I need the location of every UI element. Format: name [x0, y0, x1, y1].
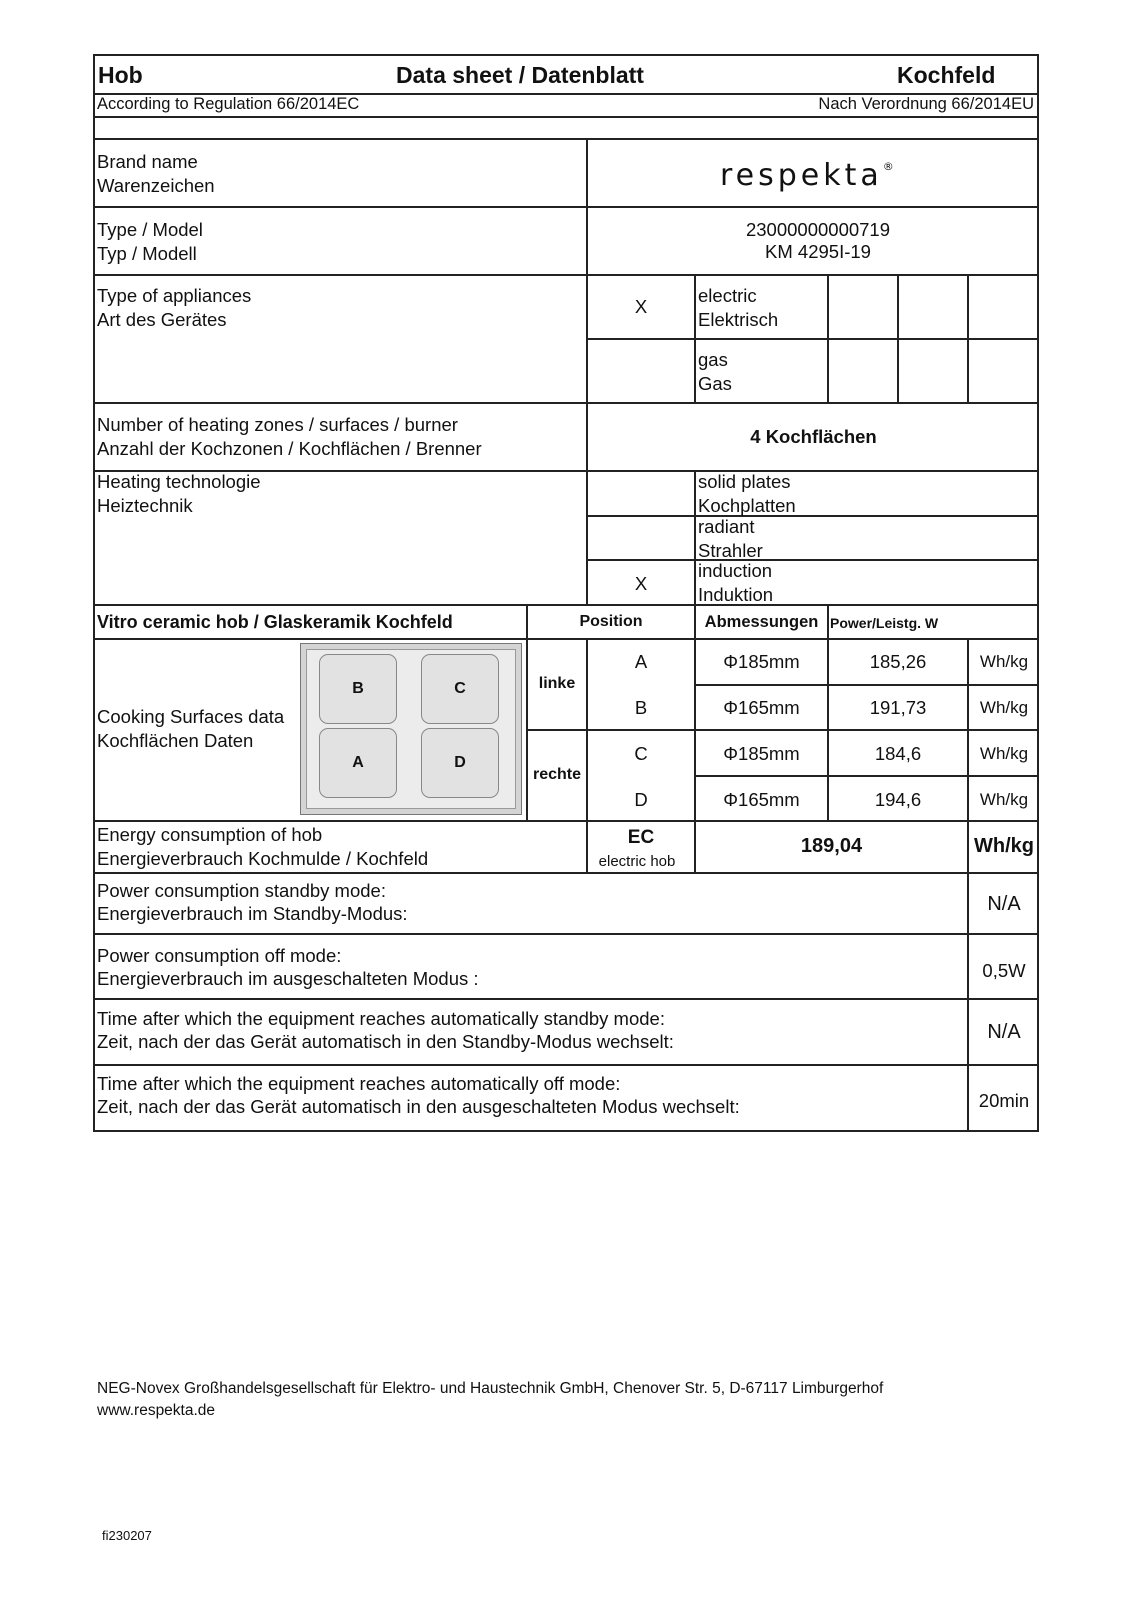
divider: [586, 515, 1039, 517]
table-row-pos: B: [634, 697, 648, 718]
divider: [526, 604, 528, 820]
hob-zone-d: D: [421, 728, 499, 798]
col-size: Abmessungen: [704, 613, 819, 631]
regulation-left: According to Regulation 66/2014EC: [97, 95, 360, 113]
appliance-mark-electric: X: [634, 296, 648, 317]
surfaces-label-en: Cooking Surfaces data: [97, 706, 285, 727]
brand-label-en: Brand name: [97, 151, 198, 172]
appliance-electric-de: Elektrisch: [698, 309, 779, 330]
divider: [694, 470, 696, 604]
brand-label-de: Warenzeichen: [97, 175, 215, 196]
technology-label-de: Heiztechnik: [97, 495, 193, 516]
footer-website: www.respekta.de: [97, 1402, 216, 1419]
model-number: 23000000000719: [745, 219, 891, 240]
table-row-value: 184,6: [874, 743, 922, 764]
hob-diagram: [300, 643, 522, 815]
regulation-right: Nach Verordnung 66/2014EU: [818, 95, 1034, 113]
table-row-size: Φ185mm: [723, 651, 800, 672]
technology-solid-en: solid plates: [698, 471, 791, 492]
table-row-unit: Wh/kg: [979, 698, 1029, 717]
energy-code-sub: electric hob: [598, 853, 676, 870]
table-row-size: Φ165mm: [723, 789, 800, 810]
appliance-gas-de: Gas: [698, 373, 732, 394]
offmode-value: 0,5W: [982, 960, 1026, 981]
divider: [694, 775, 1039, 777]
divider: [586, 138, 588, 604]
hob-zone-b: B: [319, 654, 397, 724]
divider: [93, 872, 1039, 874]
divider: [526, 729, 1039, 731]
table-row-unit: Wh/kg: [979, 652, 1029, 671]
standby-label-en: Power consumption standby mode:: [97, 880, 386, 901]
model-label-en: Type / Model: [97, 219, 203, 240]
off-time-value: 20min: [978, 1090, 1030, 1111]
technology-radiant-de: Strahler: [698, 540, 763, 561]
offmode-label-en: Power consumption off mode:: [97, 945, 342, 966]
zones-value: 4 Kochflächen: [750, 426, 877, 447]
energy-label-en: Energy consumption of hob: [97, 824, 323, 845]
hob-zone-a: A: [319, 728, 397, 798]
divider: [694, 684, 1039, 686]
table-row-size: Φ185mm: [723, 743, 800, 764]
appliance-label-en: Type of appliances: [97, 285, 252, 306]
table-row-unit: Wh/kg: [979, 790, 1029, 809]
divider: [93, 933, 1039, 935]
energy-unit: Wh/kg: [974, 835, 1034, 857]
side-left-label: linke: [538, 675, 576, 692]
technology-label-en: Heating technologie: [97, 471, 261, 492]
zones-label-en: Number of heating zones / surfaces / burner: [97, 414, 458, 435]
table-row-value: 185,26: [869, 651, 927, 672]
table-row-size: Φ165mm: [723, 697, 800, 718]
divider: [586, 559, 1039, 561]
appliance-label-de: Art des Gerätes: [97, 309, 227, 330]
table-row-value: 194,6: [874, 789, 922, 810]
surfaces-title: Vitro ceramic hob / Glaskeramik Kochfeld: [97, 612, 453, 632]
divider: [967, 274, 969, 402]
table-row-value: 191,73: [869, 697, 927, 718]
standby-label-de: Energieverbrauch im Standby-Modus:: [97, 903, 408, 924]
footer-doc-id: fi230207: [102, 1528, 152, 1543]
hob-zone-c: C: [421, 654, 499, 724]
divider: [93, 604, 1039, 606]
technology-radiant-en: radiant: [698, 516, 755, 537]
page-title: Data sheet / Datenblatt: [396, 62, 644, 88]
divider: [93, 402, 1039, 404]
off-time-label-en: Time after which the equipment reaches automatically off mode:: [97, 1073, 621, 1094]
header-left: Hob: [98, 62, 143, 88]
table-row-pos: D: [634, 789, 648, 810]
offmode-label-de: Energieverbrauch im ausgeschalteten Modus :: [97, 968, 479, 989]
divider: [694, 274, 696, 402]
standby-value: N/A: [987, 893, 1021, 915]
standby-time-label-de: Zeit, nach der das Gerät automatisch in den Standby-Modus wechselt:: [97, 1031, 674, 1052]
divider: [93, 998, 1039, 1000]
standby-time-label-en: Time after which the equipment reaches automatically standby mode:: [97, 1008, 665, 1029]
brand-logo: [720, 158, 894, 193]
table-row-pos: A: [634, 651, 648, 672]
standby-time-value: N/A: [987, 1021, 1021, 1043]
divider: [93, 638, 1039, 640]
side-right-label: rechte: [532, 766, 582, 783]
registered-mark: ®: [882, 160, 894, 173]
divider: [93, 820, 1039, 822]
energy-label-de: Energieverbrauch Kochmulde / Kochfeld: [97, 848, 429, 869]
technology-induction-en: induction: [698, 560, 773, 581]
appliance-gas-en: gas: [698, 349, 728, 370]
surfaces-label-de: Kochflächen Daten: [97, 730, 254, 751]
off-time-label-de: Zeit, nach der das Gerät automatisch in den ausgeschalteten Modus wechselt:: [97, 1096, 740, 1117]
table-row-pos: C: [634, 743, 648, 764]
energy-value: 189,04: [800, 835, 863, 857]
divider: [93, 138, 1039, 140]
technology-solid-de: Kochplatten: [698, 495, 796, 516]
model-label-de: Typ / Modell: [97, 243, 197, 264]
energy-code: EC: [627, 827, 655, 848]
col-position: Position: [579, 613, 643, 630]
divider: [897, 274, 899, 402]
zones-label-de: Anzahl der Kochzonen / Kochflächen / Brenner: [97, 438, 482, 459]
technology-mark-induction: X: [634, 573, 648, 594]
divider: [827, 274, 829, 402]
footer-company: NEG-Novex Großhandelsgesellschaft für Elektro- und Haustechnik GmbH, Chenover Str. 5, D-67117 Limburgerhof: [97, 1380, 884, 1397]
technology-induction-de: Induktion: [698, 584, 774, 605]
appliance-electric-en: electric: [698, 285, 757, 306]
table-row-unit: Wh/kg: [979, 744, 1029, 763]
divider: [93, 116, 1039, 118]
header-right: Kochfeld: [897, 62, 996, 88]
divider: [93, 1064, 1039, 1066]
divider: [694, 604, 696, 872]
divider: [586, 338, 1039, 340]
brand-logo-text: respekta: [720, 158, 883, 193]
divider: [93, 206, 1039, 208]
model-name: KM 4295I-19: [765, 241, 871, 262]
col-power: Power/Leistg. W: [830, 615, 939, 631]
